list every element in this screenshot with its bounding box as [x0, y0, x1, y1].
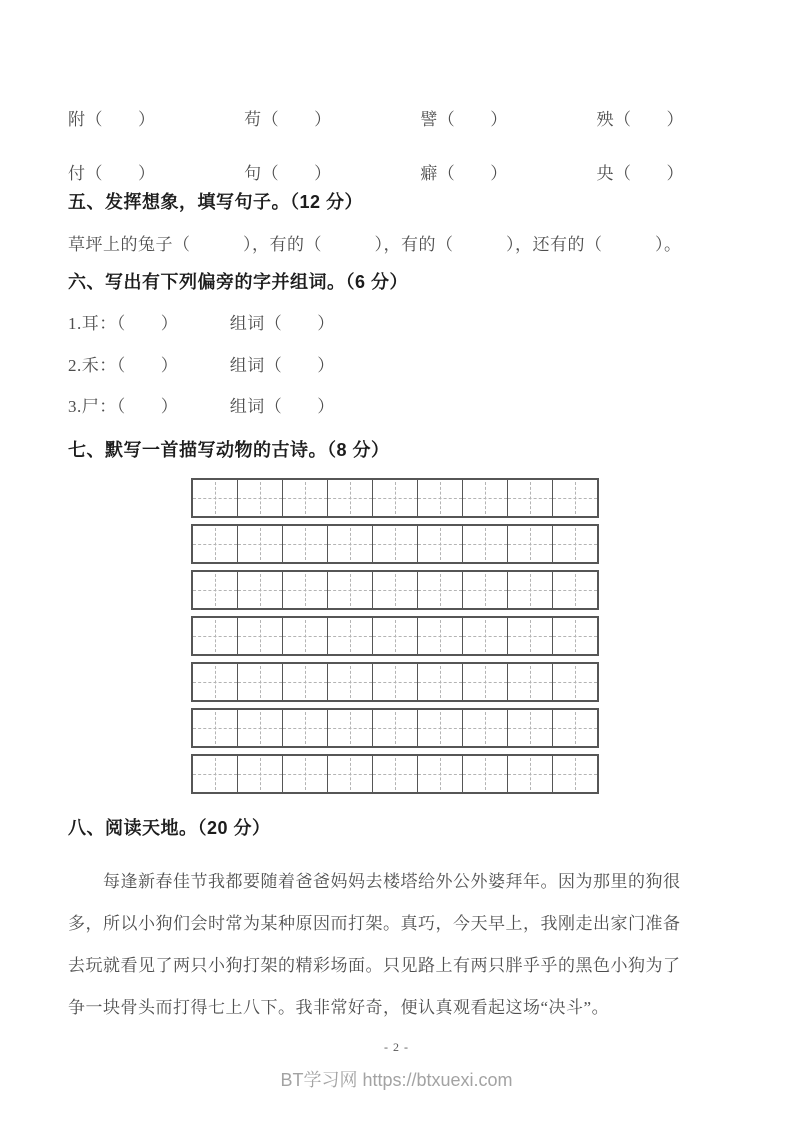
writing-grid — [191, 478, 599, 800]
grid-row — [191, 478, 599, 518]
grid-cell — [373, 526, 418, 562]
paragraph-line: 多，所以小狗们会时常为某种原因而打架。真巧，今天早上，我刚走出家门准备 — [68, 914, 681, 933]
grid-cell — [283, 618, 328, 654]
grid-cell — [418, 710, 463, 746]
section-seven-heading: 七、默写一首描写动物的古诗。（8 分） — [68, 440, 390, 460]
grid-cell — [193, 526, 238, 562]
fill-blank-sentence: 草坪上的兔子（ ），有的（ ），有的（ ），还有的（ ）。 — [68, 235, 682, 254]
grid-cell — [418, 572, 463, 608]
grid-cell — [418, 664, 463, 700]
grid-cell — [373, 480, 418, 516]
grid-cell — [508, 710, 553, 746]
grid-cell — [283, 664, 328, 700]
radical-item-2 — [68, 354, 688, 378]
grid-cell — [508, 572, 553, 608]
grid-cell — [238, 618, 283, 654]
grid-cell — [193, 756, 238, 792]
word-item: 句（ ） — [244, 164, 332, 183]
grid-cell — [373, 710, 418, 746]
word-row-1 — [68, 108, 684, 132]
grid-cell — [553, 480, 597, 516]
grid-cell — [508, 526, 553, 562]
grid-cell — [238, 526, 283, 562]
grid-cell — [463, 664, 508, 700]
grid-cell — [508, 480, 553, 516]
grid-cell — [553, 526, 597, 562]
grid-row — [191, 662, 599, 702]
grid-cell — [283, 480, 328, 516]
zuci-label: 组词（ ） — [229, 397, 335, 416]
grid-cell — [373, 618, 418, 654]
grid-cell — [418, 526, 463, 562]
radical-label: 2.禾：（ ） — [68, 356, 179, 375]
word-row-2 — [68, 162, 684, 186]
grid-row — [191, 524, 599, 564]
word-item: 癖（ ） — [420, 164, 508, 183]
grid-cell — [418, 480, 463, 516]
grid-cell — [238, 664, 283, 700]
grid-cell — [328, 710, 373, 746]
word-item: 付（ ） — [68, 164, 156, 183]
site-watermark: BT学习网 https://btxuexi.com — [280, 1070, 513, 1090]
grid-row — [191, 616, 599, 656]
grid-cell — [193, 480, 238, 516]
grid-cell — [553, 710, 597, 746]
grid-cell — [283, 572, 328, 608]
paragraph-line: 去玩就看见了两只小狗打架的精彩场面。只见路上有两只胖乎乎的黑色小狗为了 — [68, 956, 681, 975]
page-number: - 2 - — [384, 1040, 409, 1054]
zuci-label: 组词（ ） — [229, 356, 335, 375]
section-five-heading: 五、发挥想象，填写句子。（12 分） — [68, 192, 364, 212]
section-six-heading: 六、写出有下列偏旁的字并组词。（6 分） — [68, 272, 409, 292]
grid-cell — [463, 618, 508, 654]
grid-cell — [328, 756, 373, 792]
grid-cell — [463, 526, 508, 562]
grid-cell — [328, 526, 373, 562]
paragraph-line: 每逢新春佳节我都要随着爸爸妈妈去楼塔给外公外婆拜年。因为那里的狗很 — [103, 872, 681, 891]
word-item: 苟（ ） — [244, 110, 332, 129]
grid-cell — [238, 756, 283, 792]
grid-cell — [508, 756, 553, 792]
grid-cell — [193, 618, 238, 654]
grid-cell — [463, 572, 508, 608]
grid-cell — [418, 756, 463, 792]
grid-cell — [328, 480, 373, 516]
grid-cell — [238, 480, 283, 516]
grid-cell — [553, 664, 597, 700]
grid-cell — [283, 710, 328, 746]
grid-cell — [508, 664, 553, 700]
section-eight-heading: 八、阅读天地。（20 分） — [68, 818, 271, 838]
grid-cell — [238, 710, 283, 746]
grid-cell — [193, 572, 238, 608]
grid-cell — [238, 572, 283, 608]
grid-row — [191, 708, 599, 748]
grid-cell — [373, 572, 418, 608]
grid-cell — [193, 710, 238, 746]
word-item: 附（ ） — [68, 110, 156, 129]
radical-label: 1.耳：（ ） — [68, 314, 179, 333]
grid-cell — [193, 664, 238, 700]
grid-cell — [283, 526, 328, 562]
zuci-label: 组词（ ） — [229, 314, 335, 333]
grid-cell — [418, 618, 463, 654]
grid-cell — [463, 710, 508, 746]
radical-item-1 — [68, 312, 688, 336]
grid-cell — [373, 664, 418, 700]
grid-row — [191, 570, 599, 610]
word-item: 央（ ） — [596, 164, 684, 183]
grid-cell — [373, 756, 418, 792]
grid-cell — [328, 618, 373, 654]
grid-cell — [283, 756, 328, 792]
radical-label: 3.尸：（ ） — [68, 397, 179, 416]
grid-cell — [463, 756, 508, 792]
grid-cell — [328, 572, 373, 608]
grid-cell — [553, 618, 597, 654]
word-item: 譬（ ） — [420, 110, 508, 129]
grid-row — [191, 754, 599, 794]
grid-cell — [508, 618, 553, 654]
grid-cell — [553, 572, 597, 608]
grid-cell — [328, 664, 373, 700]
paragraph-line: 争一块骨头而打得七上八下。我非常好奇，便认真观看起这场“决斗”。 — [68, 998, 610, 1017]
radical-item-3 — [68, 395, 688, 419]
grid-cell — [553, 756, 597, 792]
grid-cell — [463, 480, 508, 516]
word-item: 殃（ ） — [596, 110, 684, 129]
